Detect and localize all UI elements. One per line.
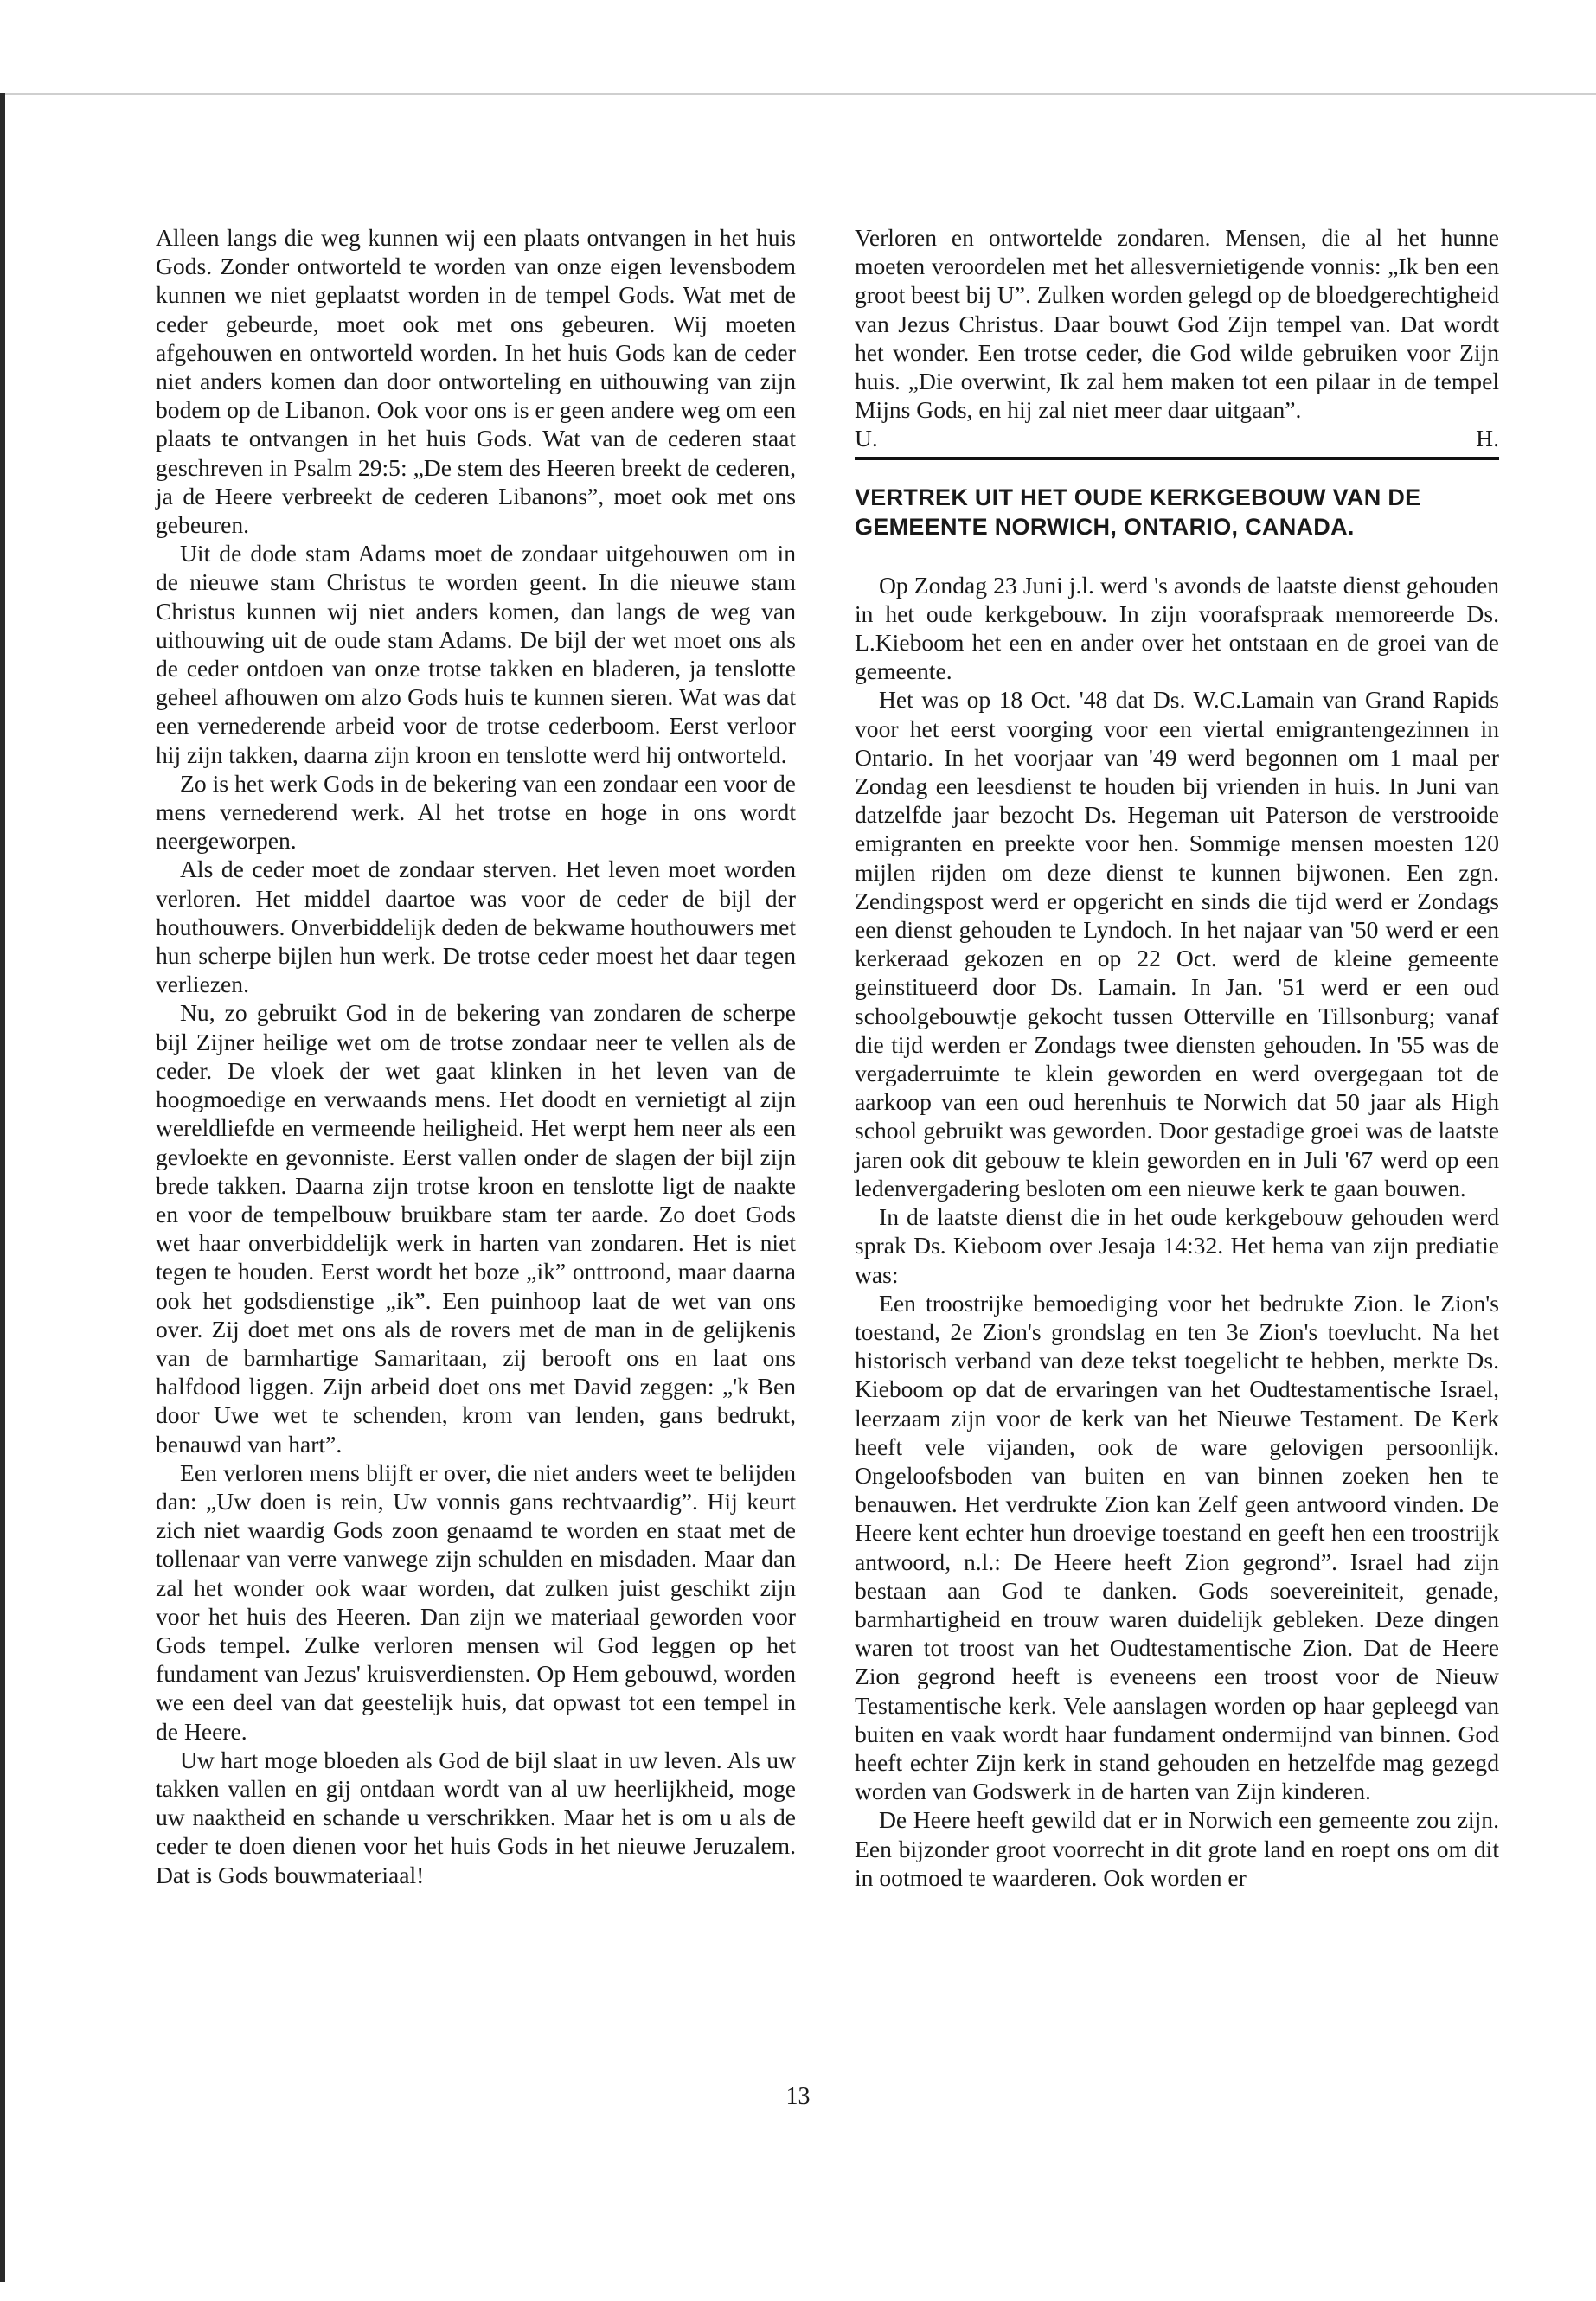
paragraph: Alleen langs die weg kunnen wij een plaats ontvangen in het huis Gods. Zonder ontworteld te worden van onze eigen levensbodem kunnen we niet geplaatst worden in de tempel Gods. Wat met de ceder gebeurde, moet ook met ons gebeuren. Wij moeten afgehouwen en ontworteld worden. In het huis Gods kan de ceder niet anders komen dan door ontworteling en uithouwing van zijn bodem op de Libanon. Ook voor ons is er geen andere weg om een plaats te ontvangen in het huis Gods. Wat van de cederen staat geschreven in Psalm 29:5: „De stem des Heeren breekt de cederen, ja de Heere verbreekt de cederen Libanons”, moet ook met ons gebeuren. xyxy=(156,224,796,539)
paragraph: Uit de dode stam Adams moet de zondaar uitgehouwen om in de nieuwe stam Christus te worden geent. In die nieuwe stam Christus kunnen wij niet anders komen, dan langs de weg van uithouwing uit de oude stam Adams. De bijl der wet moet ons als de ceder ontdoen van onze trotse takken en bladeren, ja tenslotte geheel afhouwen om alzo Gods huis te kunnen sieren. Wat was dat een vernederende arbeid voor de trotse cederboom. Eerst verloor hij zijn takken, daarna zijn kroon en tenslotte werd hij ontworteld. xyxy=(156,540,796,768)
paragraph: Op Zondag 23 Juni j.l. werd 's avonds de laatste dienst gehouden in het oude kerkgebouw. In zijn voorafspraak memoreerde Ds. L.Kieboom het een en ander over het ontstaan en de groei van de gemeente. xyxy=(855,571,1499,685)
page-number: 13 xyxy=(785,2083,811,2110)
paragraph: Uw hart moge bloeden als God de bijl slaat in uw leven. Als uw takken vallen en gij ontdaan wordt van al uw heerlijkheid, moge uw naaktheid en schande u verschrikken. Maar het is om u als de ceder te doen dienen voor het huis Gods in het nieuwe Jeruzalem. Dat is Gods bouwmateriaal! xyxy=(156,1746,796,1888)
right-column xyxy=(855,223,1499,1892)
article-heading: VERTREK UIT HET OUDE KERKGEBOUW VAN DE GEMEENTE NORWICH, ONTARIO, CANADA. xyxy=(855,484,1421,540)
paragraph: De Heere heeft gewild dat er in Norwich een gemeente zou zijn. Een bijzonder groot voorrecht in dit grote land en roept ons om dit in ootmoed te waarderen. Ook worden er xyxy=(855,1806,1499,1891)
scan-edge-left xyxy=(0,93,5,2282)
paragraph: In de laatste dienst die in het oude kerkgebouw gehouden werd sprak Ds. Kieboom over Jesaja 14:32. Het hema van zijn prediatie was: xyxy=(855,1203,1499,1288)
paragraph: Het was op 18 Oct. '48 dat Ds. W.C.Lamain van Grand Rapids voor het eerst voorging voor een viertal emigrantengezinnen in Ontario. In het voorjaar van '49 werd begonnen om 1 maal per Zondag een leesdienst te houden bij vrienden in huis. In Juni van datzelfde jaar bezocht Ds. Hegeman uit Paterson de verstrooide emigranten en preekte voor hen. Sommige mensen moesten 120 mijlen rijden om deze dienst te kunnen bijwonen. Een zgn. Zendingspost werd er opgericht en sinds die tijd werd er Zondags een dienst gehouden te Lyndoch. In het najaar van '50 werd er een kerkeraad gekozen en op 22 Oct. werd de kleine gemeente geinstitueerd door Ds. Lamain. In Jan. '51 werd er een oud schoolgebouwtje gekocht tussen Otterville en Tillsonburg; vanaf die tijd werden er Zondags twee diensten gehouden. In '55 was de vergaderruimte te klein geworden en werd overgegaan tot de aarkoop van een oud herenhuis te Norwich dat 50 jaar als High school gebruikt was geworden. Door gestadige groei was de laatste jaren ook dit gebouw te klein geworden en in Juli '67 werd op een ledenvergadering besloten om een nieuwe kerk te gaan bouwen. xyxy=(855,686,1499,1202)
paragraph: Als de ceder moet de zondaar sterven. Het leven moet worden verloren. Het middel daartoe was voor de ceder de bijl der houthouwers. Onverbiddelijk deden de bekwame houthouwers met hun scherpe bijlen hun werk. De trotse ceder moest het daar tegen verliezen. xyxy=(156,856,796,998)
signature-right: H. xyxy=(1476,425,1499,452)
left-column xyxy=(156,223,796,1889)
scan-edge-top xyxy=(0,93,1596,95)
signature-line xyxy=(855,424,1499,452)
signature-left: U. xyxy=(855,425,878,452)
paragraph: Zo is het werk Gods in de bekering van een zondaar een voor de mens vernederend werk. Al het trotse en hoge in ons wordt neergeworpen. xyxy=(156,769,796,855)
paragraph: Een verloren mens blijft er over, die niet anders weet te belijden dan: „Uw doen is rein, Uw vonnis gans rechtvaardig”. Hij keurt zich niet waardig Gods zoon genaamd te worden en staat met de tollenaar van verre vanwege zijn schulden en misdaden. Maar dan zal het wonder ook waar worden, dat zulken juist geschikt zijn voor het huis des Heeren. Dan zijn we materiaal geworden voor Gods tempel. Zulke verloren mensen wil God leggen op het fundament van Jezus' kruisverdiensten. Op Hem gebouwd, worden we een deel van dat geestelijk huis, dat opwast tot een tempel in de Heere. xyxy=(156,1458,796,1745)
paragraph: Een troostrijke bemoediging voor het bedrukte Zion. le Zion's toestand, 2e Zion's grondslag en ten 3e Zion's toevlucht. Na het historisch verband van deze tekst toegelicht te hebben, merkte Ds. Kieboom op dat de ervaringen van het Oudtestamentische Israel, leerzaam zijn voor de kerk van het Nieuwe Testament. De Kerk heeft vele vijanden, ook de ware gelovigen persoonlijk. Ongeloofsboden van buiten en van binnen zoeken hen te benauwen. Het verdrukte Zion kan Zelf geen antwoord vinden. De Heere kent echter hun droevige toestand en geeft hen een troostrijk antwoord, n.l.: De Heere heeft Zion gegrond”. Israel had zijn bestaan aan God te danken. Gods soevereiniteit, genade, barmhartigheid en trouw waren duidelijk gebleken. Deze dingen waren tot troost van het Oudtestamentische Zion. Dat de Heere Zion gegrond heeft is eveneens een troost voor de Nieuw Testamentische kerk. Vele aanslagen worden op haar gepleegd van buiten en vaak wordt haar fundament ondermijnd van binnen. God heeft echter Zijn kerk in stand gehouden en hetzelfde mag gezegd worden van Godswerk in de harten van Zijn kinderen. xyxy=(855,1289,1499,1805)
intro-paragraph: Verloren en ontwortelde zondaren. Mensen, die al het hunne moeten veroordelen met het allesvernietigende vonnis: „Ik ben een groot beest bij U”. Zulken worden gelegd op de bloedgerechtigheid van Jezus Christus. Daar bouwt God Zijn tempel van. Dat wordt het wonder. Een trotse ceder, die God wilde gebruiken voor Zijn huis. „Die overwint, Ik zal hem maken tot een pilaar in de tempel Mijns Gods, en hij zal niet meer daar uitgaan”. xyxy=(855,224,1499,424)
divider-rule xyxy=(855,457,1499,460)
paragraph: Nu, zo gebruikt God in de bekering van zondaren de scherpe bijl Zijner heilige wet om de trotse zondaar neer te vellen als de ceder. De vloek der wet gaat klinken in het leven van de hoogmoedige en verwaands mens. Het doodt en vernietigt al zijn wereldliefde en vermeende heiligheid. Het werpt hem neer als een gevloekte en gevonniste. Eerst vallen onder de slagen der bijl zijn brede takken. Daarna zijn trotse kroon en tenslotte ligt de naakte en voor de tempelbouw bruikbare stam ter aarde. Zo doet Gods wet haar onverbiddelijk werk in harten van zondaren. Het is niet tegen te houden. Eerst wordt het boze „ik” onttroond, maar daarna ook het godsdienstige „ik”. Een puinhoop laat de wet van ons over. Zij doet met ons als de rovers met de man in de gelijkenis van de barmhartige Samaritaan, zij berooft ons en laat ons halfdood liggen. Zijn arbeid doet ons met David zeggen: „'k Ben door Uwe wet te schenden, krom van lenden, gans bedrukt, benauwd van hart”. xyxy=(156,999,796,1458)
